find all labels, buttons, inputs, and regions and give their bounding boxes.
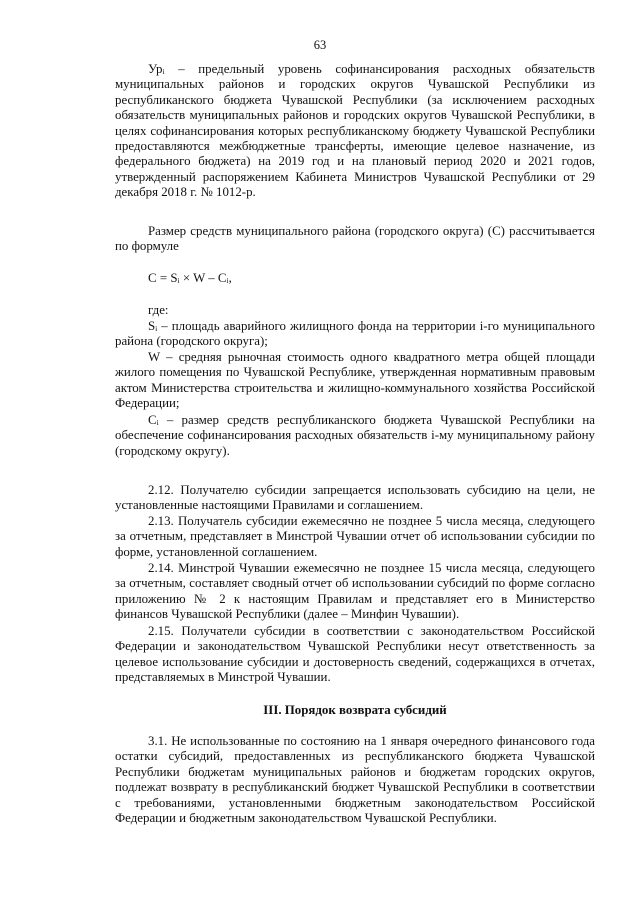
w-definition: W – средняя рыночная стоимость одного квадратного метра общей площади жилого помещения по Чувашской Республике, утвержденная нормативным правовым актом Министерства строительства и жилищно-коммунального хозяйства Российской Федерации;	[115, 350, 595, 411]
s-definition: Sᵢ – площадь аварийного жилищного фонда на территории i-го муниципального района (городского округа);	[115, 319, 595, 349]
clause-2-12: 2.12. Получателю субсидии запрещается использовать субсидию на цели, не установленные настоящими Правилами и соглашением.	[115, 483, 595, 513]
section-3-heading: III. Порядок возврата субсидий	[263, 703, 447, 717]
clause-3-1: 3.1. Не использованные по состоянию на 1 января очередного финансового года остатки субсидий, предоставленных из республиканского бюджета Чувашской Республики бюджетам муниципальных районов и бюджетам городских округов, подлежат возврату в республиканский бюджет Чувашской Республики в соответствии с требованиями, установленными бюджетным законодательством Российской Федерации и бюджетным законодательством Чувашской Республики.	[115, 734, 595, 826]
yp-definition: Урᵢ – предельный уровень софинансирования расходных обязательств муниципальных районов и городских округов Чувашской Республики из республиканского бюджета Чувашской Республики (за исключением расходных обязательств муниципальных районов и городских округов Чувашской Республики, в целях софинансирования которых республиканскому бюджету Чувашской Республики предоставляются межбюджетные трансферты, имеющие целевое назначение, из федерального бюджета) на 2019 год и на плановый период 2020 и 2021 годов, утвержденный распоряжением Кабинета Министров Чувашской Республики от 29 декабря 2018 г. № 1012-р.	[115, 62, 595, 200]
clause-2-15: 2.15. Получатели субсидии в соответствии с законодательством Российской Федерации и законодательством Чувашской Республики несут ответственность за целевое использование субсидии и достоверность сведений, содержащихся в отчетах, представляемых в Минстрой Чувашии.	[115, 624, 595, 685]
clause-2-13: 2.13. Получатель субсидии ежемесячно не позднее 5 числа месяца, следующего за отчетным, представляет в Минстрой Чувашии отчет об использовании субсидии по форме, установленной соглашением.	[115, 514, 595, 559]
where-label: где:	[148, 303, 169, 317]
formula-lead: Размер средств муниципального района (городского округа) (С) рассчитывается по формуле	[115, 224, 595, 254]
clause-2-14: 2.14. Минстрой Чувашии ежемесячно не позднее 15 числа месяца, следующего за отчетным, составляет сводный отчет об использовании субсидий по форме согласно приложению № 2 к настоящим Правилам и представляет его в Министерство финансов Чувашской Республики (далее – Минфин Чувашии).	[115, 561, 595, 622]
c-definition: Сᵢ – размер средств республиканского бюджета Чувашской Республики на обеспечение софинансирования расходных обязательств i-му муниципальному району (городскому округу).	[115, 413, 595, 458]
formula: С = Sᵢ × W – Сᵢ,	[148, 271, 232, 285]
page-number: 63	[313, 38, 327, 52]
